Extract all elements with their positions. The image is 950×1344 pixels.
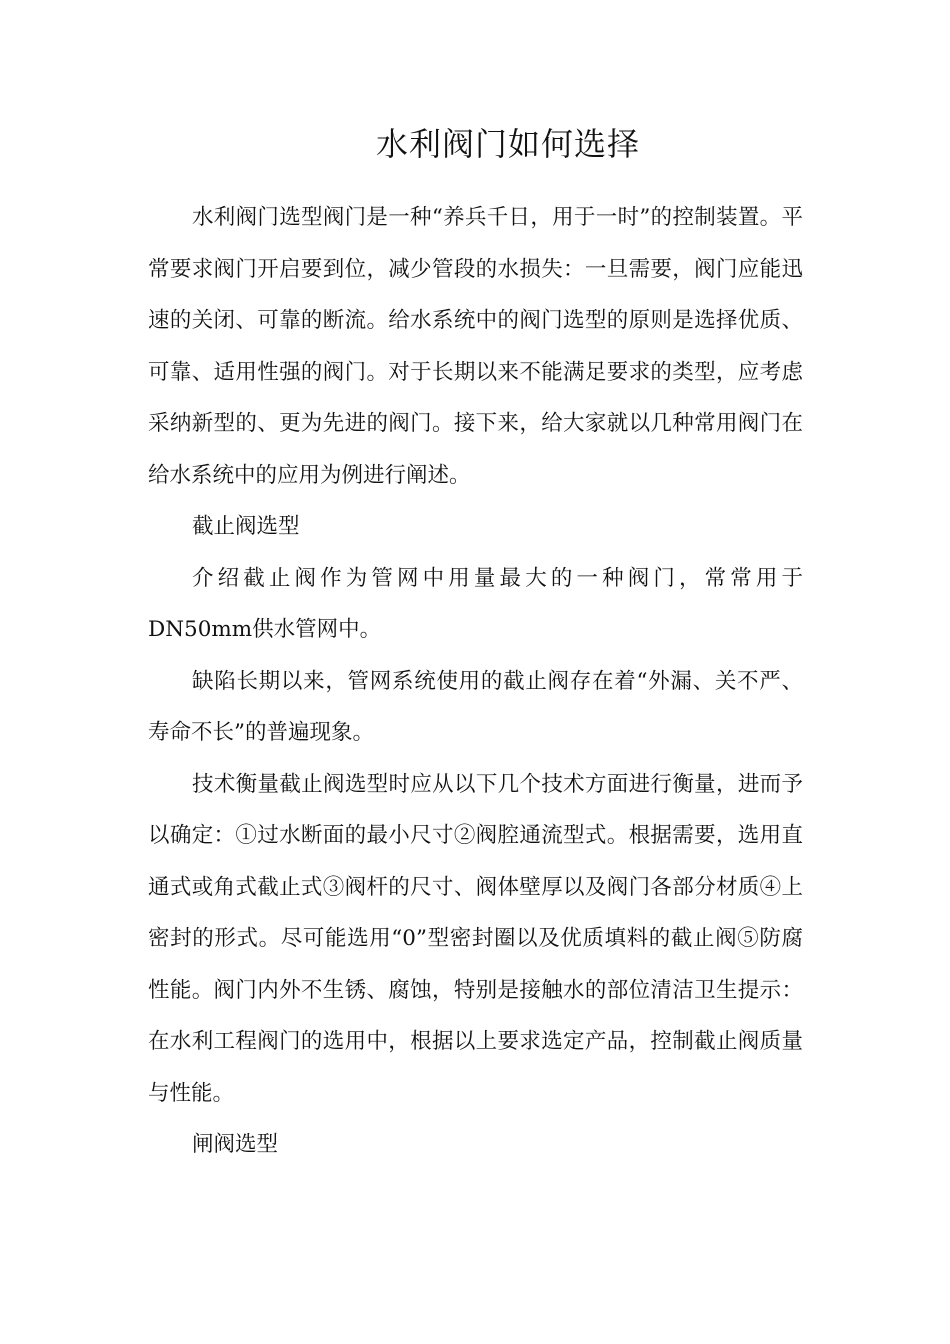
document-body [148,192,803,1171]
globe-valve-defects-paragraph: 缺陷长期以来，管网系统使用的截止阀存在着“外漏、关不严、寿命不长”的普遍现象。 [148,668,803,745]
globe-valve-technical-paragraph: 技术衡量截止阀选型时应从以下几个技术方面进行衡量，进而予以确定：①过水断面的最小尺寸②阀腔通流型式。根据需要，选用直通式或角式截止式③阀杆的尺寸、阀体壁厚以及阀门各部分材质④上密封的形式。尽可能选用“0”型密封圈以及优质填料的截止阀⑤防腐性能。阀门内外不生锈、腐蚀，特别是接触水的部位清洁卫生提示：在水利工程阀门的选用中，根据以上要求选定产品，控制截止阀质量与性能。 [148,771,803,1106]
intro-paragraph: 水利阀门选型阀门是一种“养兵千日，用于一时”的控制装置。平常要求阀门开启要到位，减少管段的水损失：一旦需要，阀门应能迅速的关闭、可靠的断流。给水系统中的阀门选型的原则是选择优质、可靠、适用性强的阀门。对于长期以来不能满足要求的类型，应考虑采纳新型的、更为先进的阀门。接下来，给大家就以几种常用阀门在给水系统中的应用为例进行阐述。 [148,205,803,488]
section-heading-globe-valve: 截止阀选型 [192,514,300,539]
document-title: 水利阀门如何选择 [375,125,640,163]
section-heading-gate-valve: 闸阀选型 [192,1132,279,1157]
globe-valve-intro-paragraph: 介绍截止阀作为管网中用量最大的一种阀门，常常用于DN50mm供水管网中。 [148,565,803,642]
